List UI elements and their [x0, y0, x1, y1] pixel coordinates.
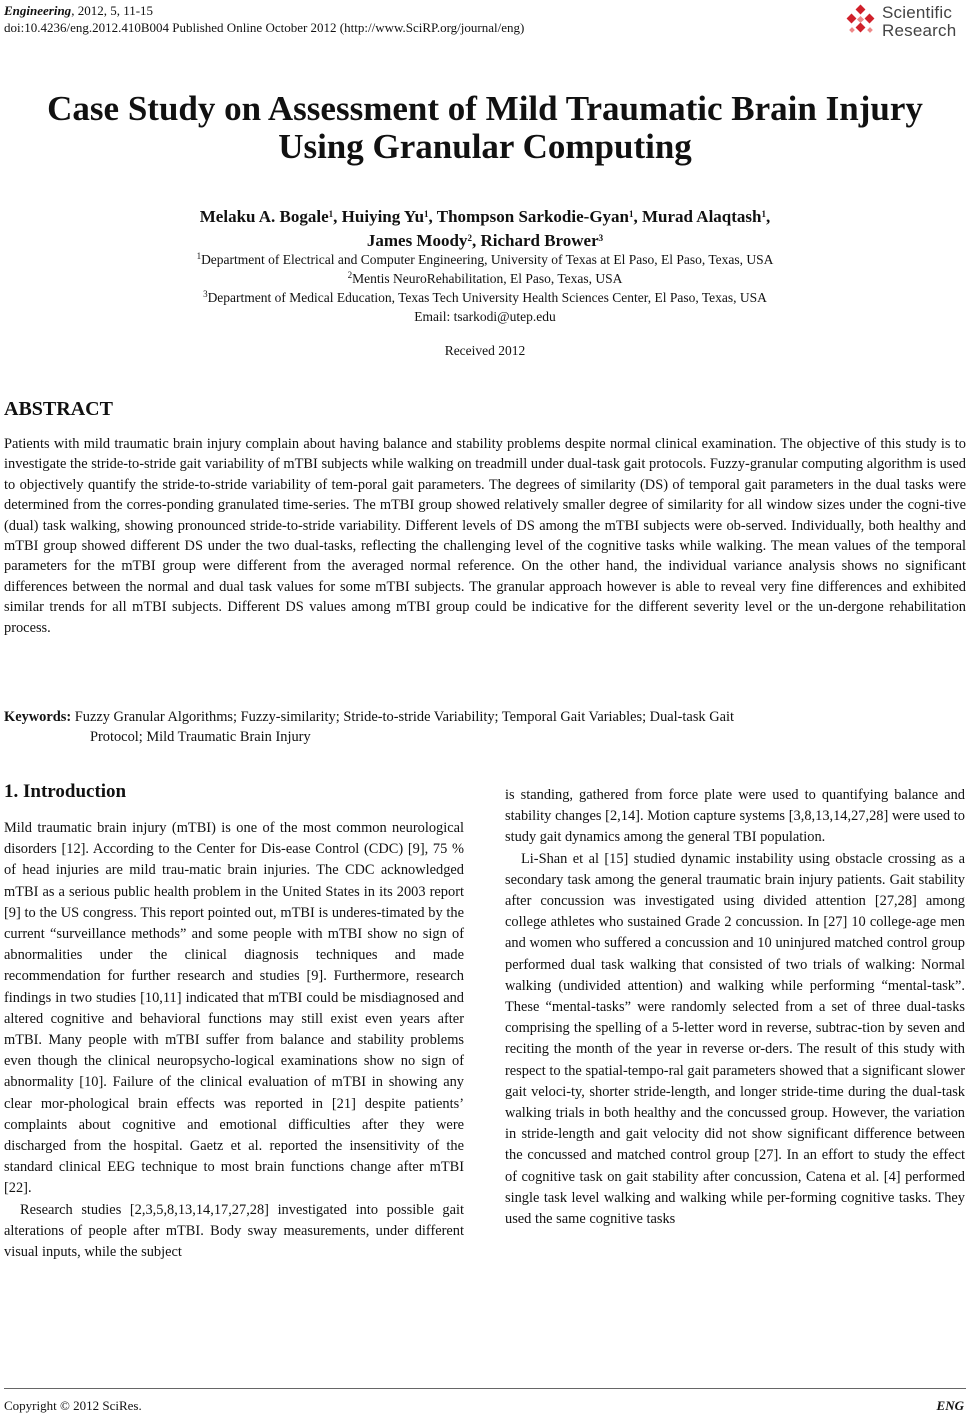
keywords-label: Keywords:	[4, 709, 72, 725]
intro-paragraph-1: Mild traumatic brain injury (mTBI) is one of the most common neurological disorders [12]. According to the Center for Dis-ease Control (CDC) [9], 75 % of head injuries are mild trau-matic brain injuries. The CDC acknowledged mTBI as a serious public health problem in the United States in its 2003 report [9] to the US congress. This report pointed out, mTBI is underes-timated by the current “surveillance methods” and some people with mTBI show no sign of abnormalities under the clinical diagnosis techniques and made recommendation for further research and studies [9]. Furthermore, research findings in two studies [10,11] indicated that mTBI could be misdiagnosed and altered cognitive and behavioral functions may still exist even years after mTBI. Many people with mTBI suffer from balance and stability problems even though the clinical neuropsycho-logical examinations show no sign of abnormality [10]. Failure of the clinical evaluation of mTBI in showing any clear mor-phological brain effects was reported in [21] despite patients’ complaints about cognitive and emotional difficulties after they were discharged from the hospital. Gaetz et al. reported the insensitivity of the standard clinical EEG technique to most brain functions change after mTBI [22].	[4, 820, 464, 1197]
author-name: Thompson Sarkodie-Gyan	[436, 207, 629, 226]
abstract-text: Patients with mild traumatic brain injury complain about having balance and stability problems despite normal clinical examination. The objective of this study is to investigate the stride-to-stride gait variability of mTBI subjects while walking on treadmill under dual-task gait protocols. Fuzzy-granular computing algorithm is used to objectively quantify the stride-to-stride variability of tem-poral gait parameters. The degrees of similarity (DS) of temporal gait parameters in the dual tasks were determined from the corres-ponding granulated time-series. The mTBI group showed relatively smaller degree of similarity for all window sizes under the cogni-tive (dual) task walking, showing pronounced stride-to-stride variability. Different levels of DS among the mTBI subjects were ob-served. Individually, both healthy and mTBI group showed different DS under the two dual-tasks, reflecting the challenging level of the cognitive tasks while walking. The mean values of the temporal parameters for the mTBI group were different from the averaged normal reference. On the other hand, the individual variance analysis shows no significant differences between the normal and dual task values for some mTBI subjects. The granular approach however is able to reveal very fine differences and exhibited similar trends for all mTBI subjects. Different DS values among mTBI group could be indicative for the different severity level or the un-dergone rehabilitation process.	[4, 436, 966, 636]
author-separator: ,	[633, 207, 642, 226]
author-affil-mark: 1	[424, 209, 429, 219]
author-name: Melaku A. Bogale	[199, 207, 329, 226]
author-affil-mark: 3	[598, 233, 604, 243]
author-name: Huiying Yu	[341, 207, 425, 226]
section-heading-introduction: 1. Introduction	[4, 781, 127, 802]
author-affil-mark: 1	[328, 209, 334, 219]
scientific-research-logo-icon	[844, 4, 878, 38]
author-separator: ,	[333, 207, 342, 226]
author-list	[0, 205, 970, 253]
affiliations	[0, 250, 970, 326]
logo-line-2: Research	[882, 21, 957, 40]
intro-paragraph-3: is standing, gathered from force plate were used to quantifying balance and stability changes [2,14]. Motion capture systems [3,8,13,14,27,28] were used to study gait dynamics among the general TBI population.	[505, 787, 965, 846]
author-separator: ,	[428, 207, 437, 226]
affil-text: Mentis NeuroRehabilitation, El Paso, Texas, USA	[352, 271, 623, 286]
left-column	[4, 780, 464, 1263]
received-date: Received 2012	[444, 343, 526, 358]
author-separator: ,	[766, 207, 771, 226]
keywords-line-2: Protocol; Mild Traumatic Brain Injury	[90, 729, 311, 746]
keywords-text-1: Fuzzy Granular Algorithms; Fuzzy-similarity; Stride-to-stride Variability; Temporal Gait Variables; Dual-task Gait	[74, 709, 734, 725]
intro-paragraph-2: Research studies [2,3,5,8,13,14,17,27,28] investigated into possible gait alterations of people after mTBI. Body sway measurements, under different visual inputs, while the subject	[4, 1201, 464, 1261]
journal-abbreviation: ENG	[936, 1398, 964, 1413]
doi-line: doi:10.4236/eng.2012.410B004 Published Online October 2012 (http://www.SciRP.org/journal/eng)	[4, 20, 525, 35]
running-header	[4, 2, 524, 36]
logo-line-1: Scientific	[882, 3, 953, 22]
author-name: James Moody	[366, 231, 468, 250]
title-line-2: Using Granular Computing	[278, 127, 692, 166]
author-name: Richard Brower	[480, 231, 599, 250]
right-column	[505, 785, 965, 1230]
author-separator: ,	[471, 231, 481, 250]
affiliation-2	[0, 269, 970, 288]
author-line-1	[0, 205, 970, 229]
journal-name: Engineering	[4, 3, 72, 18]
footer-rule	[4, 1388, 966, 1389]
paper-title	[0, 90, 970, 166]
journal-citation	[4, 2, 524, 19]
citation-numbers: , 2012, 5, 11-15	[71, 3, 154, 18]
author-affil-mark: 1	[761, 209, 766, 219]
intro-paragraph-4: Li-Shan et al [15] studied dynamic instability using obstacle crossing as a secondary task among the general traumatic brain injury patients. Gait stability after concussion was investigated using divided attention [27,28] among college athletes who sustained Grade 2 concussion. In [27] 10 college-age men and women who suffered a concussion and 10 uninjured matched control group performed dual task walking that consisted of two trials of walking: Normal walking (undivided attention) and walking while performing “mental-task”. These “mental-tasks” were randomly selected from a set of three dual-tasks comprising the spelling of a 5-letter word in reverse, subtrac-tion by seven and reciting the month of the year in reverse or-ders. The result of this study with respect to the spatial-tempo-ral gait parameters showed that a significant slower gait veloci-ty, shorter stride-length, and longer stride-time during the dual-task walking trials in both healthy and the concussed group. However, the variation in stride-length and gait velocity did not show significant difference between the concussed and matched control group [27]. In an effort to study the effect of cognitive task on gait stability after concussion, Catena et al. [4] performed single task level walking and walking while per-forming cognitive tasks. They used the same cognitive tasks	[505, 850, 965, 1228]
affil-text: Department of Electrical and Computer Engineering, University of Texas at El Paso, El Paso, Texas, USA	[201, 252, 774, 267]
abstract-heading: ABSTRACT	[4, 398, 113, 420]
author-name: Murad Alaqtash	[642, 207, 762, 226]
logo-text	[882, 4, 956, 40]
affil-number: 2	[347, 270, 353, 280]
affiliation-1	[0, 250, 970, 269]
keywords-line-1	[4, 707, 966, 727]
copyright-notice: Copyright © 2012 SciRes.	[4, 1398, 142, 1413]
affiliation-3	[0, 288, 970, 307]
affil-number: 3	[203, 289, 208, 299]
publisher-logo	[844, 2, 964, 42]
affil-text: Department of Medical Education, Texas Tech University Health Sciences Center, El Paso, Texas, USA	[207, 290, 767, 305]
affil-number: 1	[196, 251, 202, 261]
title-line-1: Case Study on Assessment of Mild Traumatic Brain Injury	[47, 89, 923, 128]
keywords	[4, 707, 966, 748]
author-affil-mark: 2	[467, 233, 472, 243]
contact-email: Email: tsarkodi@utep.edu	[414, 309, 556, 324]
author-affil-mark: 1	[629, 209, 634, 219]
